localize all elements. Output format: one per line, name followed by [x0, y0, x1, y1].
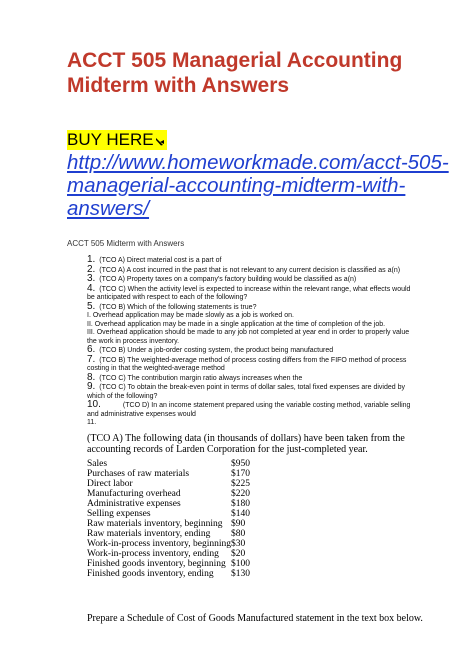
document-subtitle: ACCT 505 Midterm with Answers: [67, 239, 185, 248]
data-table: [87, 459, 250, 579]
question-item: [87, 383, 417, 401]
table-row: [87, 559, 250, 569]
question-number: 4.: [87, 282, 96, 294]
question-text: (TCO C) To obtain the break-even point in terms of dollar sales, total fixed expenses are divided by which of the following?: [87, 384, 405, 400]
row-label: Sales: [87, 459, 108, 469]
row-label: Selling expenses: [87, 509, 151, 519]
question-number: 10.: [87, 399, 101, 410]
table-row: [87, 539, 250, 549]
row-value: $225: [231, 479, 250, 489]
question-item: [87, 401, 417, 419]
table-row: [87, 569, 250, 579]
purchase-link[interactable]: http://www.homeworkmade.com/acct-505-managerial-accounting-midterm-with-answers/: [67, 151, 449, 220]
question-text: (TCO D) In an income statement prepared using the variable costing method, variable selling and administrative expenses would: [87, 402, 411, 418]
row-label: Finished goods inventory, beginning: [87, 559, 226, 569]
row-label: Raw materials inventory, beginning: [87, 519, 223, 529]
table-row: [87, 509, 250, 519]
row-label: Work-in-process inventory, beginning: [87, 539, 231, 549]
question-number: 5.: [87, 300, 96, 312]
row-label: Administrative expenses: [87, 499, 181, 509]
table-row: [87, 479, 250, 489]
buy-here-label[interactable]: [67, 130, 167, 150]
question-item: [87, 256, 417, 266]
question-number: 7.: [87, 353, 96, 365]
question-item: [87, 275, 417, 285]
problem-text: (TCO A) The following data (in thousands of dollars) have been taken from the accounting records of Larden Corporation for the just-completed year.: [87, 433, 405, 455]
question-text: (TCO B) Under a job-order costing system, the product being manufactured: [99, 347, 334, 354]
question-number: 11.: [87, 419, 97, 426]
table-row: [87, 489, 250, 499]
table-row: [87, 499, 250, 509]
row-value: $90: [231, 519, 246, 529]
question-number: 9.: [87, 381, 96, 392]
question-item: [87, 263, 417, 276]
table-row: [87, 519, 250, 529]
row-value: $20: [231, 549, 246, 559]
question-text: (TCO B) The weighted-average method of process costing differs from the FIFO method of process costing in that the weighted-average method: [87, 356, 407, 372]
statement-line: II. Overhead application may be made in a single application at the time of completion of the job.: [87, 320, 386, 328]
question-item: [87, 346, 417, 356]
row-value: $130: [231, 569, 250, 579]
table-row: [87, 549, 250, 559]
row-value: $950: [231, 459, 250, 469]
row-value: $100: [231, 559, 250, 569]
row-value: $80: [231, 529, 246, 539]
question-text: (TCO A) Direct material cost is a part of: [99, 257, 222, 264]
buy-here-text: BUY HERE: [67, 130, 154, 149]
hand-pointer-icon: [155, 131, 165, 141]
question-item: [87, 300, 417, 313]
question-item: [87, 353, 417, 374]
question-text: (TCO B) Which of the following statements is true?: [99, 303, 257, 311]
row-label: Raw materials inventory, ending: [87, 529, 211, 539]
prompt-text: Prepare a Schedule of Cost of Goods Manufactured statement in the text box below.: [87, 613, 423, 624]
row-value: $170: [231, 469, 250, 479]
row-label: Purchases of raw materials: [87, 469, 190, 479]
row-value: $180: [231, 499, 250, 509]
row-label: Manufacturing overhead: [87, 489, 181, 499]
row-value: $140: [231, 509, 250, 519]
question-text: (TCO A) A cost incurred in the past that is not relevant to any current decision is classified as a(n): [99, 266, 401, 274]
table-row: [87, 469, 250, 479]
document-title: ACCT 505 Managerial Accounting Midterm with Answers: [67, 49, 403, 97]
question-item: [87, 282, 417, 303]
table-row: [87, 529, 250, 539]
row-value: $30: [231, 539, 246, 549]
question-number: 1.: [87, 254, 96, 265]
statement-line: I. Overhead application may be made slowly as a job is worked on.: [87, 312, 294, 319]
question-text: (TCO A) Property taxes on a company's factory building would be classified as a(n): [99, 276, 357, 283]
question-number: 6.: [87, 344, 96, 355]
table-row: [87, 459, 250, 469]
question-list: [87, 256, 417, 428]
row-label: Finished goods inventory, ending: [87, 569, 214, 579]
question-item: [87, 371, 417, 384]
question-number: 8.: [87, 371, 96, 383]
question-number: 2.: [87, 263, 96, 275]
row-label: Work-in-process inventory, ending: [87, 549, 219, 559]
row-value: $220: [231, 489, 250, 499]
question-number: 3.: [87, 273, 96, 284]
row-label: Direct labor: [87, 479, 133, 489]
statement-line: III. Overhead application should be made to any job not completed at year end in order to properly value the work in process inventory.: [87, 329, 410, 345]
question-text: (TCO C) When the activity level is expected to increase within the relevant range, what effects would be anticipated with respect to each of the following?: [87, 285, 411, 301]
question-text: (TCO C) The contribution margin ratio always increases when the: [99, 374, 303, 382]
